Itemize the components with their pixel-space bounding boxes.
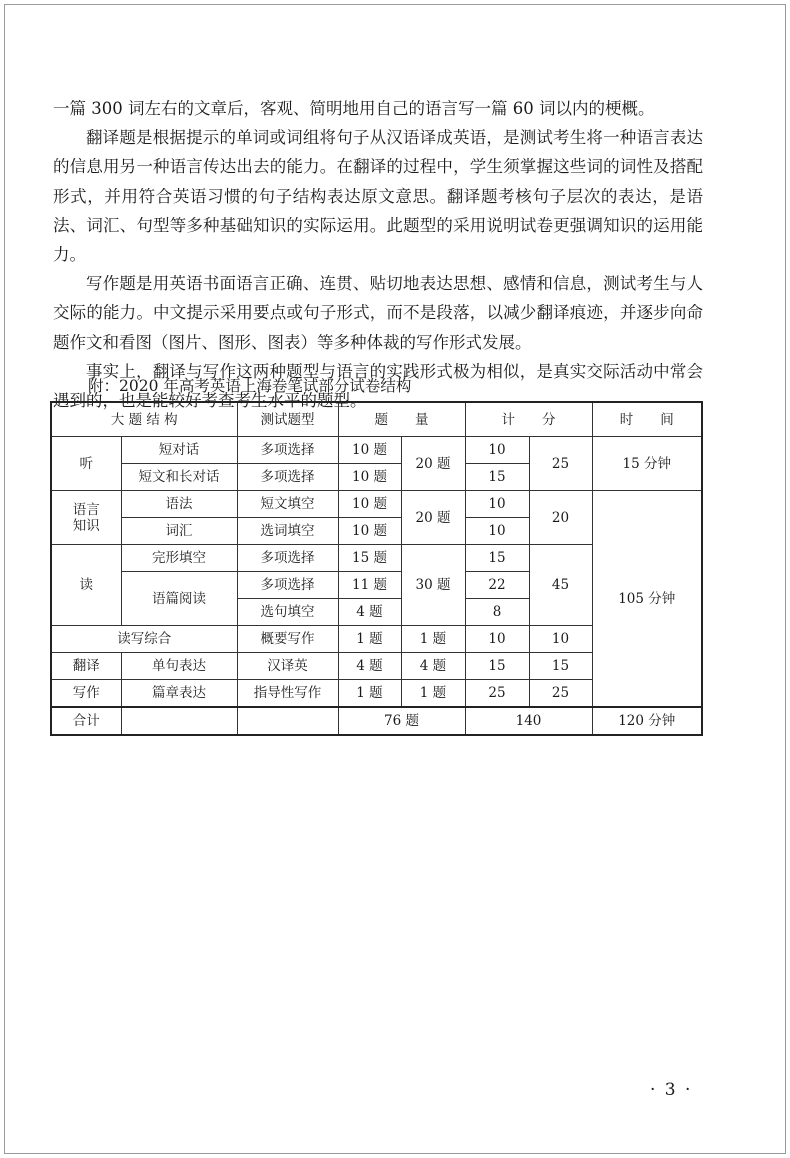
cell-count: 10 题: [338, 464, 401, 491]
cell-sub: 单句表达: [121, 653, 237, 680]
cell-type: 指导性写作: [237, 680, 338, 708]
cell-score: 25: [465, 680, 529, 708]
cell-sub: 篇章表达: [121, 680, 237, 708]
cell-score: 15: [465, 653, 529, 680]
table-header-row: [51, 402, 702, 437]
exam-structure-table: [50, 401, 703, 736]
group-time: 105 分钟: [592, 491, 702, 708]
cell-type: 多项选择: [237, 572, 338, 599]
section-reading-writing: 读写综合: [51, 626, 237, 653]
cell-sub: 短对话: [121, 437, 237, 464]
header-score: 计 分: [465, 402, 592, 437]
cell-type: 选词填空: [237, 518, 338, 545]
paragraph-1: 一篇 300 词左右的文章后，客观、简明地用自己的语言写一篇 60 词以内的梗概。: [53, 99, 655, 118]
body-text: [53, 94, 703, 415]
cell-sub: 完形填空: [121, 545, 237, 572]
section-listening: 听: [51, 437, 121, 491]
cell-count: 4 题: [338, 599, 401, 626]
cell-type: 短文填空: [237, 491, 338, 518]
cell-count: 4 题: [338, 653, 401, 680]
cell-score: 10: [465, 491, 529, 518]
section-language: [51, 491, 121, 545]
group-score: 10: [529, 626, 592, 653]
page-number: · 3 ·: [650, 1080, 693, 1100]
group-count: 30 题: [401, 545, 465, 626]
section-language-label: 语言 知识: [72, 501, 100, 534]
cell-sub: 语篇阅读: [121, 572, 237, 626]
group-count: 4 题: [401, 653, 465, 680]
total-empty-cell: [237, 707, 338, 735]
group-count: 1 题: [401, 626, 465, 653]
cell-type: 汉译英: [237, 653, 338, 680]
cell-type: 多项选择: [237, 545, 338, 572]
paragraph-3: 写作题是用英语书面语言正确、连贯、贴切地表达思想、感情和信息，测试考生与人交际的能力。中文提示采用要点或句子形式，而不是段落，以减少翻译痕迹，并逐步向命题作文和看图（图片、图形、图表）等多种体裁的写作形式发展。: [53, 274, 703, 352]
cell-score: 8: [465, 599, 529, 626]
cell-type: 概要写作: [237, 626, 338, 653]
paragraph-4: 事实上，翻译与写作这两种题型与语言的实践形式极为相似，是真实交际活动中常会遇到的，也是能较好考查考生水平的题型。: [53, 361, 703, 411]
cell-sub: 语法: [121, 491, 237, 518]
group-score: 45: [529, 545, 592, 626]
section-translation: 翻译: [51, 653, 121, 680]
cell-count: 1 题: [338, 626, 401, 653]
table-caption: 附：2020 年高考英语上海卷笔试部分试卷结构: [88, 377, 412, 395]
group-time: 15 分钟: [592, 437, 702, 491]
section-writing: 写作: [51, 680, 121, 708]
cell-sub: 短文和长对话: [121, 464, 237, 491]
cell-score: 15: [465, 545, 529, 572]
header-type: 测试题型: [237, 402, 338, 437]
cell-type: 选句填空: [237, 599, 338, 626]
header-structure: 大 题 结 构: [51, 402, 237, 437]
group-count: 20 题: [401, 491, 465, 545]
cell-count: 15 题: [338, 545, 401, 572]
paragraph-2: 翻译题是根据提示的单词或词组将句子从汉语译成英语，是测试考生将一种语言表达的信息用另一种语言传达出去的能力。在翻译的过程中，学生须掌握这些词的词性及搭配形式，并用符合英语习惯的句子结构表达原文意思。翻译题考核句子层次的表达，是语法、词汇、句型等多种基础知识的实际运用。此题型的采用说明试卷更强调知识的运用能力。: [53, 128, 703, 265]
cell-count: 1 题: [338, 680, 401, 708]
total-score: 140: [465, 707, 592, 735]
group-count: 20 题: [401, 437, 465, 491]
cell-score: 10: [465, 518, 529, 545]
group-count: 1 题: [401, 680, 465, 708]
table-row: [51, 491, 702, 518]
cell-count: 10 题: [338, 491, 401, 518]
cell-score: 10: [465, 626, 529, 653]
group-score: 15: [529, 653, 592, 680]
cell-count: 10 题: [338, 518, 401, 545]
total-label: 合计: [51, 707, 121, 735]
total-time: 120 分钟: [592, 707, 702, 735]
table-total-row: [51, 707, 702, 735]
group-score: 20: [529, 491, 592, 545]
group-score: 25: [529, 437, 592, 491]
cell-score: 10: [465, 437, 529, 464]
group-score: 25: [529, 680, 592, 708]
cell-score: 15: [465, 464, 529, 491]
cell-type: 多项选择: [237, 464, 338, 491]
cell-type: 多项选择: [237, 437, 338, 464]
section-reading: 读: [51, 545, 121, 626]
cell-count: 10 题: [338, 437, 401, 464]
cell-sub: 词汇: [121, 518, 237, 545]
header-quantity: 题 量: [338, 402, 465, 437]
total-empty-cell: [121, 707, 237, 735]
table-row: [51, 437, 702, 464]
header-time: 时 间: [592, 402, 702, 437]
cell-score: 22: [465, 572, 529, 599]
total-count: 76 题: [338, 707, 465, 735]
cell-count: 11 题: [338, 572, 401, 599]
